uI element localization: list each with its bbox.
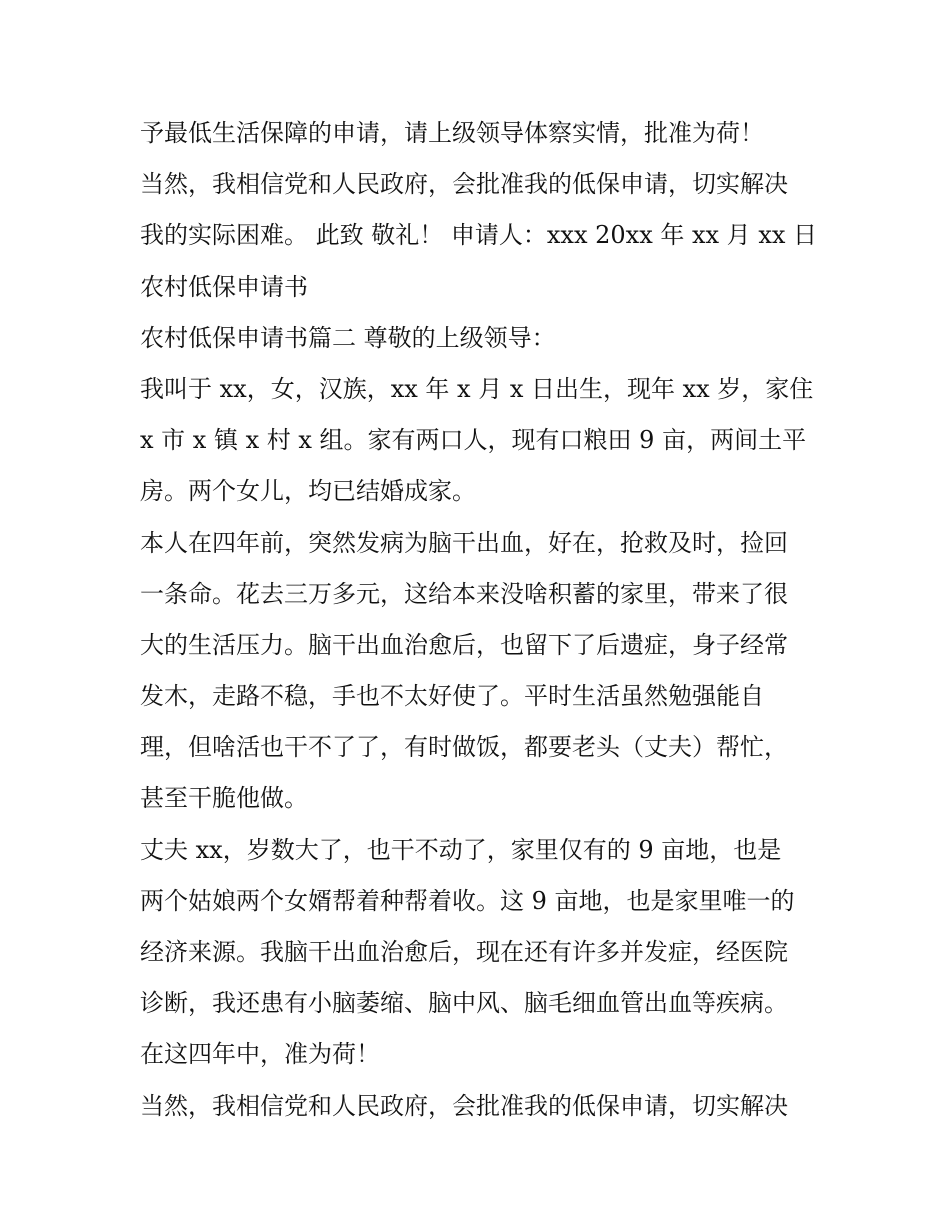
text-line: 大的生活压力。脑干出血治愈后，也留下了后遗症，身子经常 xyxy=(140,630,788,659)
text-line: 农村低保申请书篇二 尊敬的上级领导： xyxy=(140,323,556,352)
text-line: 诊断，我还患有小脑萎缩、脑中风、脑毛细血管出血等疾病。 xyxy=(140,989,788,1018)
text-line: 本人在四年前，突然发病为脑干出血，好在，抢救及时，捡回 xyxy=(140,528,788,557)
text-line: 我叫于 xx，女，汉族，xx 年 x 月 x 日出生，现年 xx 岁，家住 xyxy=(140,374,814,403)
text-line: 房。两个女儿，均已结婚成家。 xyxy=(140,477,476,506)
text-line: x 市 x 镇 x 村 x 组。家有两口人，现有口粮田 9 亩，两间土平 xyxy=(140,426,807,455)
text-line: 两个姑娘两个女婿帮着种帮着收。这 9 亩地，也是家里唯一的 xyxy=(140,886,795,915)
text-line: 当然，我相信党和人民政府，会批准我的低保申请，切实解决 xyxy=(140,170,788,199)
text-line: 发木，走路不稳，手也不太好使了。平时生活虽然勉强能自 xyxy=(140,682,764,711)
text-line: 经济来源。我脑干出血治愈后，现在还有许多并发症，经医院 xyxy=(140,938,788,966)
text-line: 在这四年中，准为荷！ xyxy=(140,1040,380,1069)
text-line: 予最低生活保障的申请，请上级领导体察实情，批准为荷！ xyxy=(140,119,764,147)
text-line: 甚至干脆他做。 xyxy=(140,784,308,813)
text-line: 当然，我相信党和人民政府，会批准我的低保申请，切实解决 xyxy=(140,1091,788,1120)
text-line: 我的实际困难。 此致 敬礼！ 申请人：xxx 20xx 年 xx 月 xx 日 xyxy=(140,221,818,250)
section-title: 农村低保申请书 xyxy=(140,272,308,301)
text-line: 丈夫 xx，岁数大了，也干不动了，家里仅有的 9 亩地，也是 xyxy=(140,835,782,864)
text-line: 理，但啥活也干不了了，有时做饭，都要老头（丈夫）帮忙， xyxy=(140,733,788,762)
text-line: 一条命。花去三万多元，这给本来没啥积蓄的家里，带来了很 xyxy=(140,579,788,608)
document-body xyxy=(140,108,820,1132)
